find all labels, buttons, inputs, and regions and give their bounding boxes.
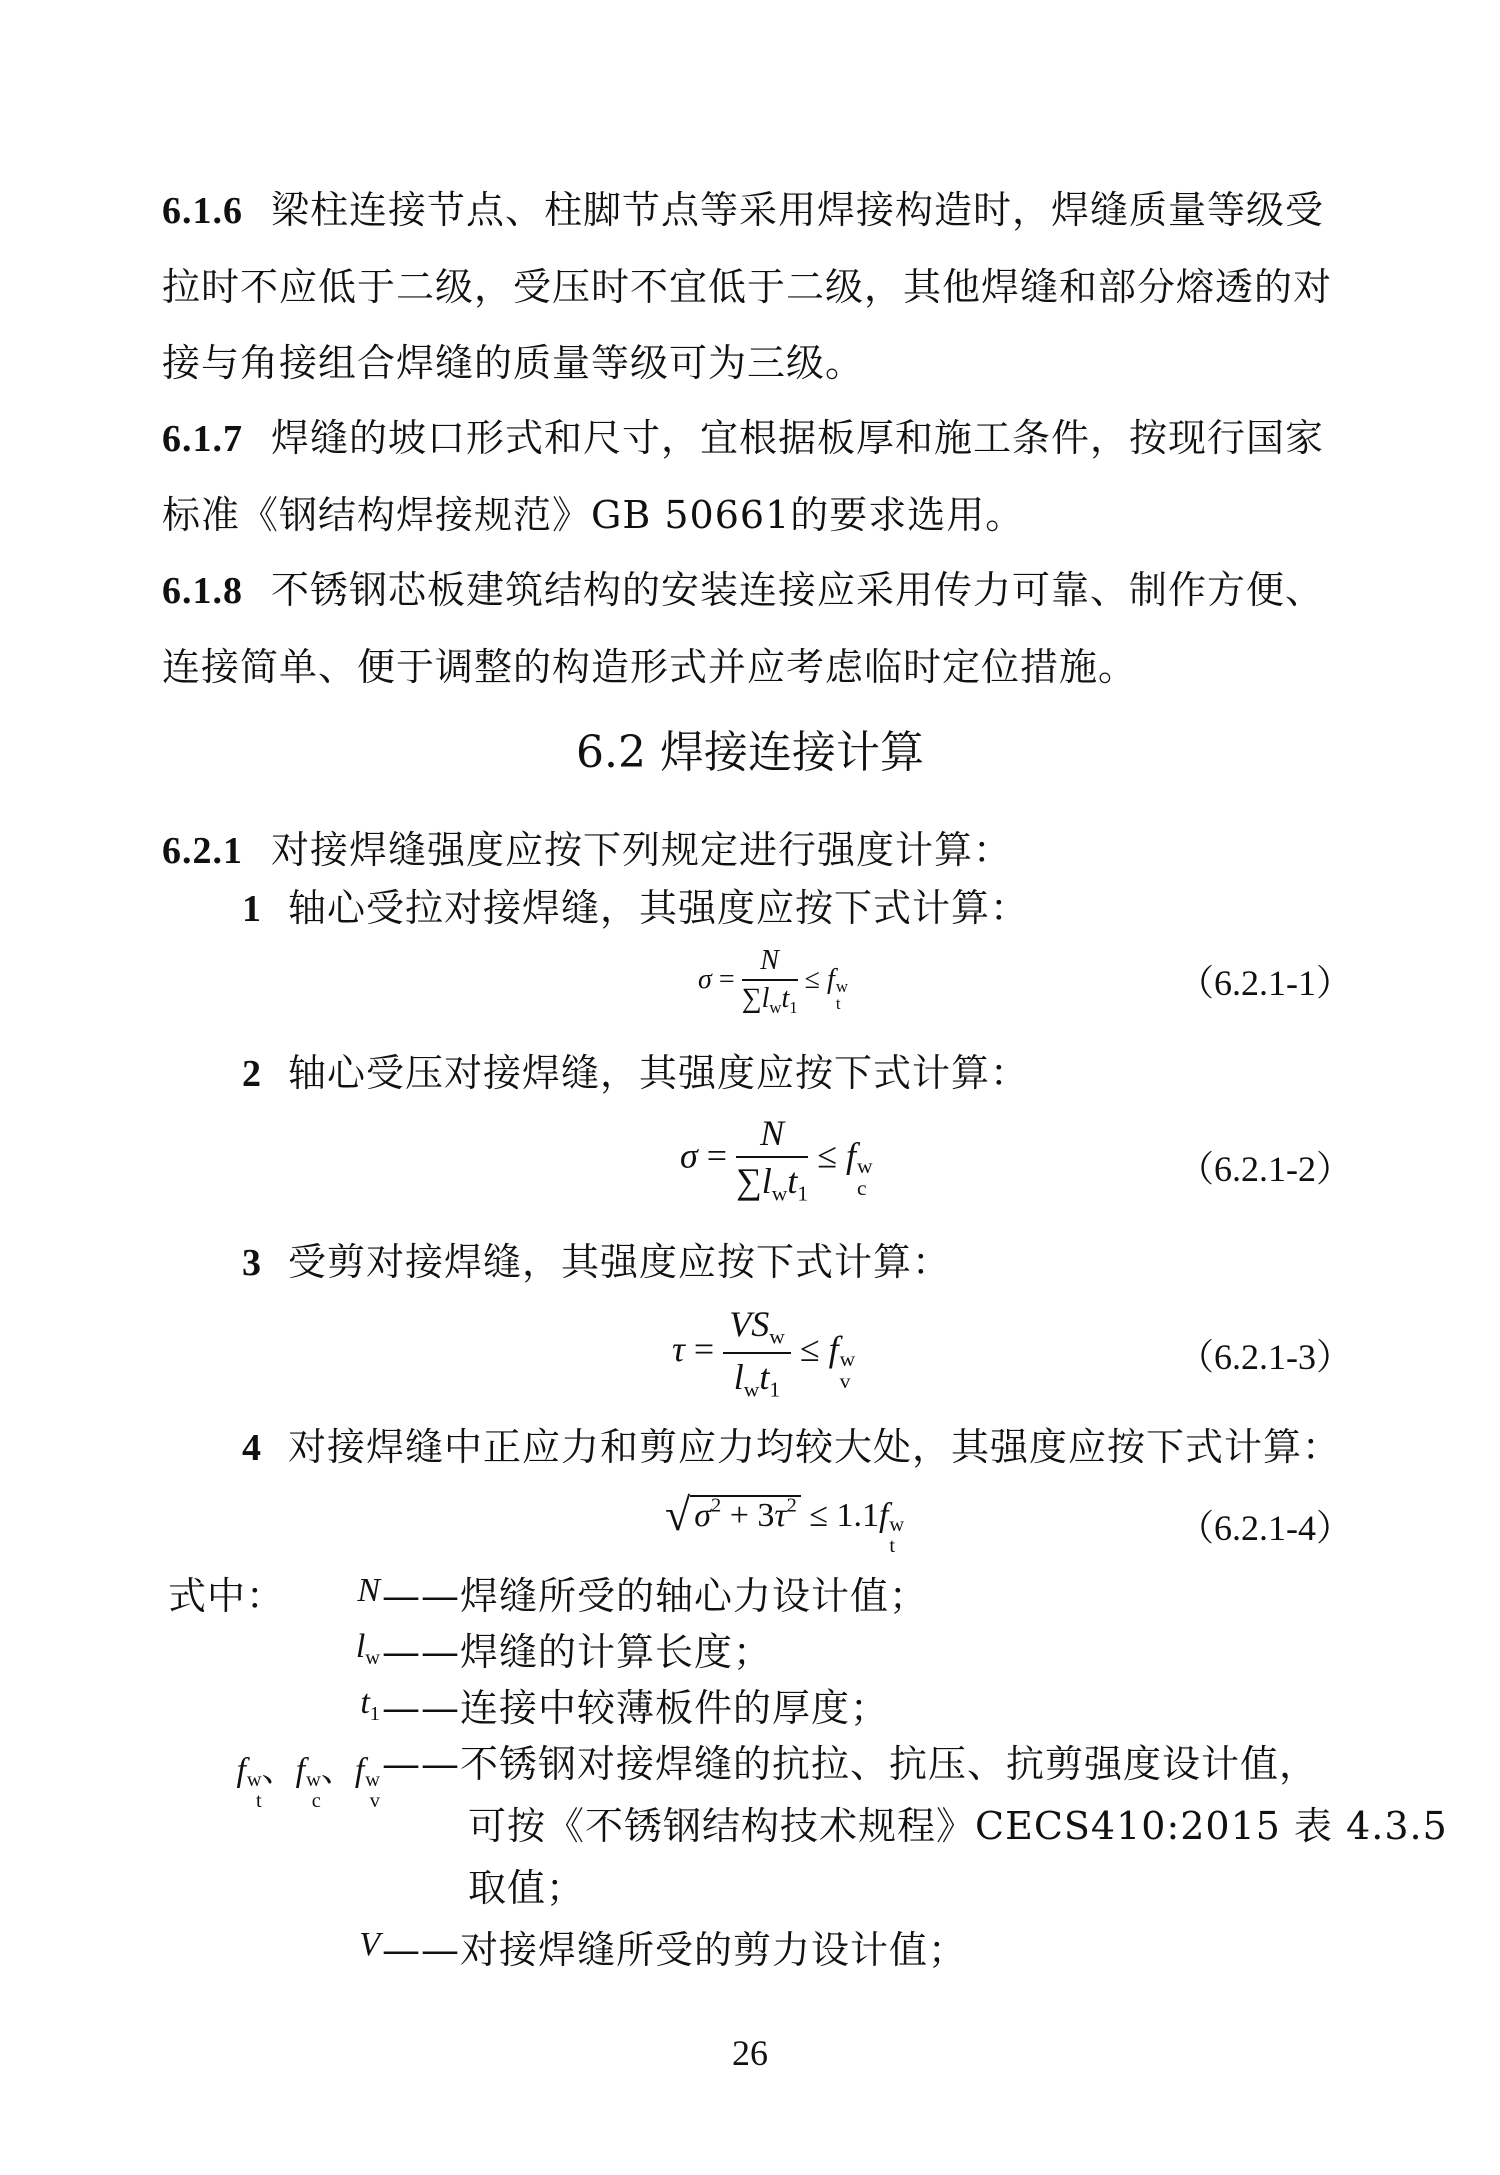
symbol-V: V [359, 1926, 380, 1963]
item-4 [242, 1417, 1341, 1478]
where-desc-fw-cont1: 可按《不锈钢结构技术规程》CECS410:2015 表 4.3.5 [468, 1804, 1448, 1848]
item-number: 1 [242, 888, 262, 930]
equation-number: （6.2.1-3） [1178, 1337, 1352, 1377]
item-text: 轴心受压对接焊缝，其强度应按下式计算： [288, 1051, 1030, 1095]
equation-number: （6.2.1-1） [1178, 963, 1352, 1003]
item-number: 4 [242, 1427, 262, 1469]
equation-number: （6.2.1-2） [1178, 1149, 1352, 1189]
clause-number: 6.1.6 [162, 190, 243, 232]
where-desc-fw-cont2: 取值； [468, 1866, 586, 1910]
symbol-t1: $t_1$ [360, 1684, 380, 1726]
clause-number: 6.1.8 [162, 570, 243, 612]
where-desc-lw: ——焊缝的计算长度； [382, 1630, 773, 1674]
where-desc-V: ——对接焊缝所受的剪力设计值； [382, 1928, 968, 1972]
clause-number: 6.1.7 [162, 418, 243, 460]
page-number: 26 [732, 2033, 768, 2073]
where-desc-fw: ——不锈钢对接焊缝的抗拉、抗压、抗剪强度设计值， [382, 1742, 1319, 1786]
clause-6-1-6-line3: 接与角接组合焊缝的质量等级可为三级。 [162, 341, 865, 385]
item-number: 3 [242, 1242, 262, 1284]
clause-6-1-7-line2: 标准《钢结构焊接规范》GB 50661的要求选用。 [162, 493, 1025, 537]
formula-6-2-1-2: σ = $\frac{N}{\sum l_wt_1}$ ≤ f w c [680, 1113, 873, 1206]
item-text: 对接焊缝中正应力和剪应力均较大处，其强度应按下式计算： [288, 1425, 1342, 1469]
symbol-N: N [357, 1572, 380, 1609]
item-number: 2 [242, 1053, 262, 1095]
equation-number: （6.2.1-4） [1178, 1508, 1352, 1548]
clause-6-1-6-line1 [162, 172, 1347, 249]
clause-text: 对接焊缝强度应按下列规定进行强度计算： [271, 828, 1013, 872]
item-2 [242, 1043, 1029, 1104]
item-text: 受剪对接焊缝，其强度应按下式计算： [288, 1240, 952, 1284]
clause-6-1-6 [162, 172, 1347, 401]
section-heading: 6.2 焊接连接计算 [576, 727, 924, 778]
formula-6-2-1-4: √ $\sigma^2 + 3\tau^2 \le 1.1f$ w t [665, 1489, 905, 1557]
formula-6-2-1-3: τ = $\frac{VS_w}{l_wt_1}$ ≤ f w v [672, 1304, 856, 1402]
symbol-fw-group: f w t 、f w c 、f w v [236, 1752, 380, 1812]
where-desc-N: ——焊缝所受的轴心力设计值； [382, 1574, 929, 1618]
clause-6-1-8 [162, 552, 1347, 705]
symbol-lw: $l_w$ [355, 1628, 380, 1670]
item-3 [242, 1232, 951, 1293]
item-1 [242, 878, 1029, 939]
item-text: 轴心受拉对接焊缝，其强度应按下式计算： [288, 886, 1030, 930]
clause-text: 焊缝的坡口形式和尺寸，宜根据板厚和施工条件，按现行国家 [271, 416, 1325, 460]
clause-text: 梁柱连接节点、柱脚节点等采用焊接构造时，焊缝质量等级受 [271, 188, 1325, 232]
where-desc-t1: ——连接中较薄板件的厚度； [382, 1686, 890, 1730]
where-label: 式中： [168, 1574, 286, 1618]
clause-number: 6.2.1 [162, 830, 243, 872]
clause-6-1-7 [162, 400, 1347, 553]
clause-6-1-8-line2: 连接简单、便于调整的构造形式并应考虑临时定位措施。 [162, 645, 1138, 689]
clause-6-1-6-line2: 拉时不应低于二级，受压时不宜低于二级，其他焊缝和部分熔透的对 [162, 265, 1333, 309]
formula-6-2-1-1: σ = $\frac{N}{\sum l_wt_1}$ ≤ f w t [698, 945, 848, 1017]
clause-text: 不锈钢芯板建筑结构的安装连接应采用传力可靠、制作方便、 [271, 568, 1325, 612]
